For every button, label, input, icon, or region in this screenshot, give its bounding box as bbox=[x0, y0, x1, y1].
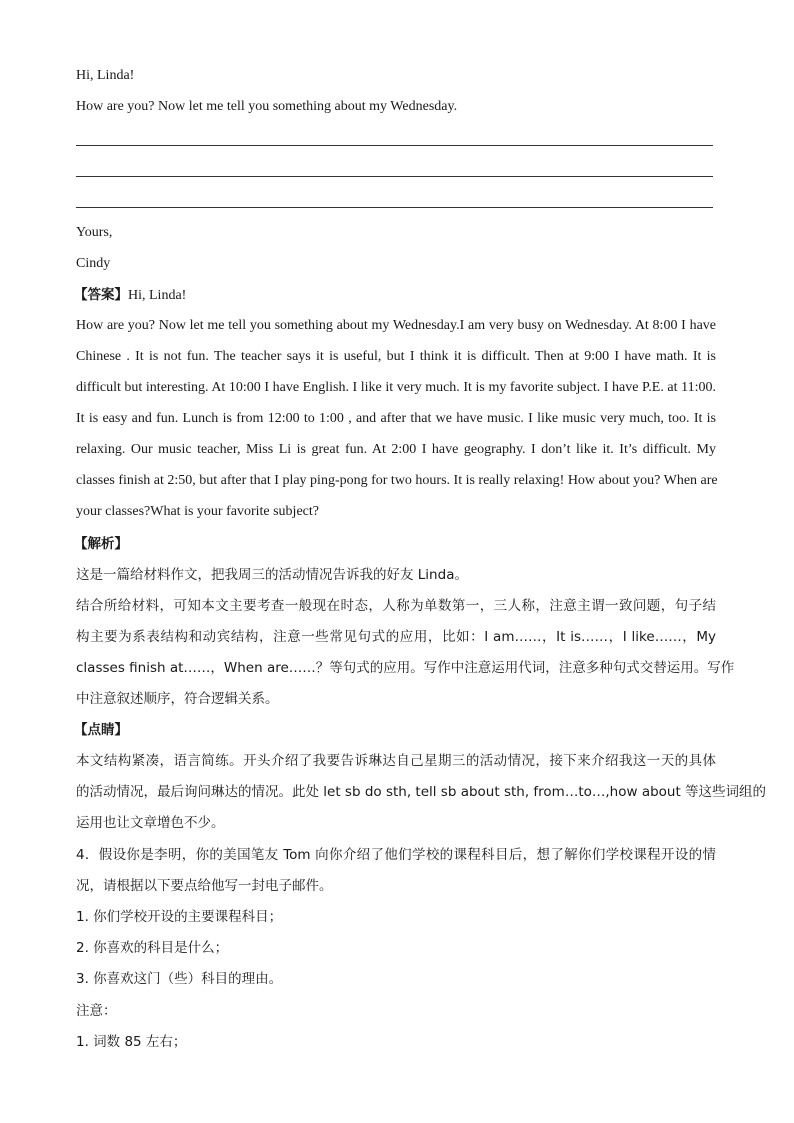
answer-line: difficult but interesting. At 10:00 I have English. I like it very much. It is my favorite subject. I have P.E. at 11:00. bbox=[76, 380, 716, 395]
question-4-line: 况，请根据以下要点给他写一封电子邮件。 bbox=[76, 878, 333, 894]
answer-label: 【答案】 bbox=[74, 287, 128, 303]
question-4-point: 3. 你喜欢这门（些）科目的理由。 bbox=[76, 971, 283, 987]
analysis-label: 【解析】 bbox=[74, 536, 128, 552]
analysis-line: 构主要为系表结构和动宾结构，注意一些常见句式的应用，比如：I am……，It is……，I like……，My bbox=[76, 629, 716, 645]
answer-line: your classes?What is your favorite subject? bbox=[76, 504, 319, 519]
writing-line bbox=[76, 145, 713, 146]
answer-heading bbox=[74, 285, 186, 306]
question-4-point: 2. 你喜欢的科目是什么； bbox=[76, 940, 229, 956]
answer-line: Chinese . It is not fun. The teacher says it is useful, but I think it is difficult. Then at 9:00 I have math. It is bbox=[76, 349, 716, 364]
question-4-line: 4．假设你是李明，你的美国笔友 Tom 向你介绍了他们学校的课程科目后，想了解你们学校课程开设的情 bbox=[76, 847, 716, 863]
writing-line bbox=[76, 176, 713, 177]
writing-line bbox=[76, 207, 713, 208]
letter-signature: Cindy bbox=[76, 256, 111, 271]
highlight-line: 运用也让文章增色不少。 bbox=[76, 815, 225, 831]
analysis-line: 这是一篇给材料作文，把我周三的活动情况告诉我的好友 Linda。 bbox=[76, 567, 468, 583]
answer-greeting: Hi, Linda! bbox=[128, 288, 187, 303]
question-4-note: 1. 词数 85 左右； bbox=[76, 1034, 187, 1050]
highlight-line: 的活动情况，最后询问琳达的情况。此处 let sb do sth, tell sb about sth, from…to…,how about 等这些词组的 bbox=[76, 784, 767, 800]
analysis-line: 中注意叙述顺序，符合逻辑关系。 bbox=[76, 691, 279, 707]
answer-line: classes finish at 2:50, but after that I play ping-pong for two hours. It is really relaxing! How about you? When are bbox=[76, 473, 718, 488]
highlight-line: 本文结构紧凑，语言简练。开头介绍了我要告诉琳达自己星期三的活动情况，接下来介绍我这一天的具体 bbox=[76, 753, 716, 769]
question-4-point: 1. 你们学校开设的主要课程科目； bbox=[76, 909, 283, 925]
highlight-label: 【点睛】 bbox=[74, 722, 128, 738]
letter-opening: How are you? Now let me tell you something about my Wednesday. bbox=[76, 99, 458, 114]
answer-line: relaxing. Our music teacher, Miss Li is great fun. At 2:00 I have geography. I don’t like it. It’s difficult. My bbox=[76, 442, 716, 457]
letter-greeting: Hi, Linda! bbox=[76, 68, 135, 83]
analysis-line: 结合所给材料，可知本文主要考查一般现在时态，人称为单数第一，三人称，注意主谓一致问题，句子结 bbox=[76, 598, 716, 614]
answer-line: It is easy and fun. Lunch is from 12:00 to 1:00 , and after that we have music. I like music very much, too. It is bbox=[76, 411, 716, 426]
answer-line: How are you? Now let me tell you something about my Wednesday.I am very busy on Wednesday. At 8:00 I have bbox=[76, 318, 716, 333]
analysis-line: classes finish at……，When are……？等句式的应用。写作中注意运用代词，注意多种句式交替运用。写作 bbox=[76, 660, 735, 676]
letter-closing: Yours, bbox=[76, 225, 113, 240]
question-4-note-label: 注意： bbox=[76, 1003, 117, 1019]
